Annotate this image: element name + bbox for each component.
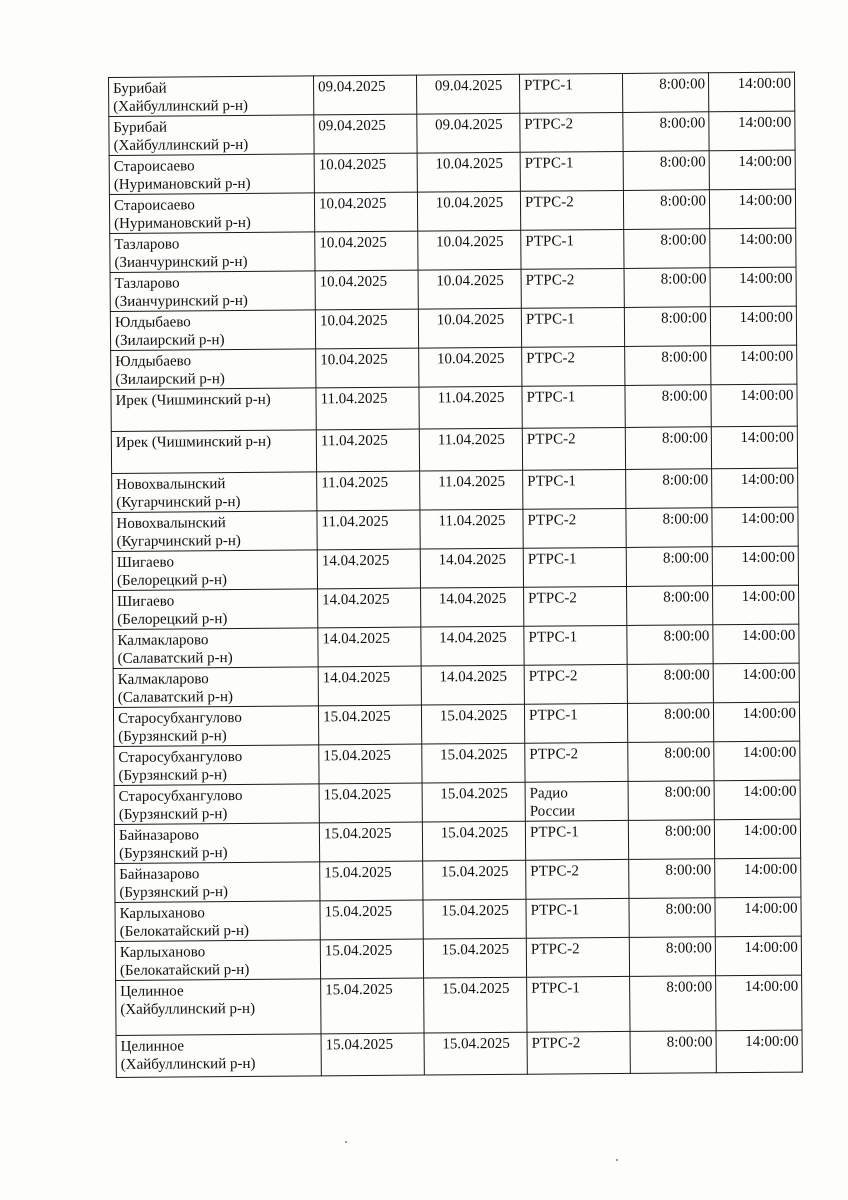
channel-cell bbox=[520, 151, 623, 191]
date-from-cell: 15.04.2025 bbox=[319, 822, 422, 862]
table-row bbox=[112, 468, 798, 512]
time-to-cell: 14:00:00 bbox=[710, 228, 796, 268]
time-to-cell: 14:00:00 bbox=[712, 546, 798, 586]
date-from-cell: 15.04.2025 bbox=[319, 744, 422, 784]
time-from-cell: 8:00:00 bbox=[628, 781, 714, 821]
time-from-cell: 8:00:00 bbox=[629, 898, 715, 938]
settlement-name: Бурибай bbox=[113, 80, 167, 97]
channel-name: РТРС-1 bbox=[525, 311, 575, 328]
location-cell bbox=[115, 901, 320, 942]
date-from-cell: 10.04.2025 bbox=[315, 231, 418, 271]
channel-cell bbox=[526, 859, 629, 899]
time-to-cell: 14:00:00 bbox=[711, 345, 797, 385]
time-to-cell: 14:00:00 bbox=[711, 384, 797, 427]
time-to-cell: 14:00:00 bbox=[712, 468, 798, 508]
settlement-name: Новохвалынский bbox=[116, 515, 226, 532]
district-name: (Белокатайский р-н) bbox=[119, 961, 250, 979]
channel-name: РТРС-1 bbox=[527, 551, 577, 568]
date-from-cell: 11.04.2025 bbox=[316, 387, 419, 430]
channel-cell bbox=[521, 268, 624, 308]
district-name: (Хайбуллинский р-н) bbox=[113, 136, 249, 154]
time-from-cell: 8:00:00 bbox=[623, 151, 709, 191]
location-cell bbox=[113, 667, 318, 708]
date-from-cell: 15.04.2025 bbox=[318, 705, 421, 745]
date-from-cell: 10.04.2025 bbox=[315, 270, 418, 310]
table-row bbox=[114, 741, 800, 785]
time-from-cell: 8:00:00 bbox=[628, 820, 714, 860]
settlement-name: Бурибай bbox=[113, 119, 168, 136]
scan-speck bbox=[345, 1141, 347, 1143]
table-row bbox=[110, 306, 796, 350]
date-to-cell: 14.04.2025 bbox=[421, 626, 524, 666]
date-to-cell: 10.04.2025 bbox=[418, 269, 521, 309]
time-to-cell: 14:00:00 bbox=[716, 975, 802, 1031]
time-from-cell: 8:00:00 bbox=[626, 547, 712, 587]
time-from-cell: 8:00:00 bbox=[625, 427, 711, 470]
location-cell bbox=[115, 862, 320, 903]
date-from-cell: 10.04.2025 bbox=[316, 348, 419, 388]
channel-cell bbox=[524, 625, 627, 665]
time-from-cell: 8:00:00 bbox=[625, 385, 711, 428]
time-to-cell: 14:00:00 bbox=[715, 897, 801, 937]
time-to-cell: 14:00:00 bbox=[711, 426, 797, 469]
date-to-cell: 15.04.2025 bbox=[422, 782, 525, 822]
location-cell bbox=[114, 784, 319, 825]
settlement-name: Старосубхангулово bbox=[118, 748, 243, 766]
date-to-cell: 10.04.2025 bbox=[418, 308, 521, 348]
settlement-name: Староисаево bbox=[113, 197, 195, 214]
date-to-cell: 09.04.2025 bbox=[417, 113, 520, 153]
location-cell bbox=[111, 430, 316, 474]
channel-cell bbox=[526, 937, 629, 977]
table-row bbox=[110, 267, 796, 311]
date-to-cell: 15.04.2025 bbox=[424, 1032, 527, 1075]
location-cell bbox=[112, 511, 317, 552]
time-from-cell: 8:00:00 bbox=[626, 469, 712, 509]
table-row bbox=[113, 663, 799, 707]
time-from-cell: 8:00:00 bbox=[623, 112, 709, 152]
channel-name: РТРС-2 bbox=[528, 590, 577, 607]
date-from-cell: 10.04.2025 bbox=[315, 309, 418, 349]
time-from-cell: 8:00:00 bbox=[626, 508, 712, 548]
location-cell bbox=[116, 979, 321, 1036]
channel-cell bbox=[520, 112, 623, 152]
date-to-cell: 15.04.2025 bbox=[422, 821, 525, 861]
settlement-name: Староисаево bbox=[113, 158, 195, 175]
table-row bbox=[114, 819, 800, 863]
time-to-cell: 14:00:00 bbox=[713, 624, 799, 664]
district-name: (Зилаирский р-н) bbox=[115, 371, 225, 388]
time-from-cell: 8:00:00 bbox=[623, 190, 709, 230]
time-to-cell: 14:00:00 bbox=[713, 585, 799, 625]
time-to-cell: 14:00:00 bbox=[709, 150, 795, 190]
broadcast-schedule-table bbox=[108, 72, 803, 1078]
channel-cell bbox=[526, 898, 629, 938]
time-to-cell: 14:00:00 bbox=[716, 1030, 802, 1073]
settlement-name: Калмакларово bbox=[117, 671, 209, 688]
channel-name: РТРС-1 bbox=[526, 389, 576, 406]
table-row bbox=[109, 72, 795, 116]
channel-cell bbox=[525, 742, 628, 782]
channel-cell bbox=[524, 703, 627, 743]
location-cell bbox=[109, 76, 314, 117]
table-row bbox=[113, 624, 799, 668]
time-to-cell: 14:00:00 bbox=[714, 819, 800, 859]
date-from-cell: 09.04.2025 bbox=[313, 75, 416, 115]
date-to-cell: 14.04.2025 bbox=[420, 548, 523, 588]
channel-cell bbox=[524, 586, 627, 626]
channel-name: РТРС-1 bbox=[528, 629, 578, 646]
location-cell bbox=[112, 550, 317, 591]
channel-name: Радио bbox=[529, 785, 568, 802]
district-name: (Кугарчинский р-н) bbox=[116, 493, 241, 511]
date-to-cell: 14.04.2025 bbox=[421, 587, 524, 627]
channel-name: РТРС-2 bbox=[525, 272, 575, 289]
district-name: (Бурзянский р-н) bbox=[118, 806, 228, 823]
time-to-cell: 14:00:00 bbox=[709, 111, 795, 151]
location-cell bbox=[114, 745, 319, 786]
channel-name: РТРС-2 bbox=[524, 116, 574, 133]
date-to-cell: 15.04.2025 bbox=[423, 938, 526, 978]
channel-cell bbox=[523, 469, 626, 509]
channel-cell bbox=[524, 664, 627, 704]
table-row bbox=[115, 858, 801, 902]
time-to-cell: 14:00:00 bbox=[713, 663, 799, 703]
district-name: (Бурзянский р-н) bbox=[119, 884, 229, 901]
district-name: (Бурзянский р-н) bbox=[118, 767, 228, 784]
time-to-cell: 14:00:00 bbox=[708, 72, 794, 112]
location-cell bbox=[111, 388, 316, 432]
date-from-cell: 11.04.2025 bbox=[316, 429, 419, 472]
district-name: (Салаватский р-н) bbox=[117, 689, 234, 706]
table-row bbox=[109, 189, 795, 233]
date-to-cell: 14.04.2025 bbox=[421, 665, 524, 705]
table-row bbox=[109, 111, 795, 155]
table-row bbox=[113, 585, 799, 629]
location-cell bbox=[110, 310, 315, 351]
date-to-cell: 11.04.2025 bbox=[420, 470, 523, 510]
location-cell bbox=[109, 115, 314, 156]
date-from-cell: 15.04.2025 bbox=[320, 861, 423, 901]
channel-cell bbox=[525, 820, 628, 860]
district-name: (Хайбуллинский р-н) bbox=[120, 1055, 256, 1073]
date-from-cell: 14.04.2025 bbox=[318, 627, 421, 667]
district-name: (Белокатайский р-н) bbox=[119, 922, 250, 940]
time-to-cell: 14:00:00 bbox=[714, 741, 800, 781]
date-to-cell: 15.04.2025 bbox=[423, 899, 526, 939]
channel-name: РТРС-1 bbox=[524, 155, 574, 172]
settlement-name: Тазларово bbox=[114, 275, 180, 292]
time-from-cell: 8:00:00 bbox=[628, 742, 714, 782]
channel-cell bbox=[525, 781, 628, 821]
district-name: (Хайбуллинский р-н) bbox=[120, 1000, 256, 1018]
location-cell bbox=[114, 823, 319, 864]
settlement-name: Ирек (Чишминский р-н) bbox=[115, 433, 272, 451]
channel-name: РТРС-2 bbox=[526, 350, 576, 367]
table-row bbox=[109, 150, 795, 194]
channel-name: РТРС-1 bbox=[527, 473, 576, 490]
district-name: (Салаватский р-н) bbox=[117, 650, 233, 667]
district-name: (Зилаирский р-н) bbox=[115, 332, 225, 349]
date-from-cell: 14.04.2025 bbox=[318, 588, 421, 628]
location-cell bbox=[113, 628, 318, 669]
date-from-cell: 09.04.2025 bbox=[314, 114, 417, 154]
date-to-cell: 15.04.2025 bbox=[423, 860, 526, 900]
time-from-cell: 8:00:00 bbox=[627, 625, 713, 665]
channel-name: РТРС-1 bbox=[524, 77, 573, 94]
date-from-cell: 11.04.2025 bbox=[317, 510, 420, 550]
date-from-cell: 10.04.2025 bbox=[314, 153, 417, 193]
settlement-name: Целинное bbox=[120, 983, 184, 1000]
table-row bbox=[114, 780, 800, 824]
settlement-name: Калмакларово bbox=[117, 632, 209, 649]
table-row bbox=[110, 228, 796, 272]
date-from-cell: 14.04.2025 bbox=[318, 666, 421, 706]
date-from-cell: 15.04.2025 bbox=[320, 939, 423, 979]
district-name: (Бурзянский р-н) bbox=[119, 845, 228, 862]
table-row bbox=[116, 1030, 802, 1077]
time-from-cell: 8:00:00 bbox=[624, 307, 710, 347]
settlement-name: Старосубхангулово bbox=[118, 787, 243, 805]
time-from-cell: 8:00:00 bbox=[629, 859, 715, 899]
channel-name: РТРС-2 bbox=[524, 194, 574, 211]
district-name: (Зианчуринский р-н) bbox=[114, 253, 248, 271]
table-row bbox=[115, 897, 801, 941]
date-to-cell: 10.04.2025 bbox=[419, 347, 522, 387]
settlement-name: Юлдыбаево bbox=[115, 353, 192, 370]
channel-name: РТРС-2 bbox=[530, 941, 580, 958]
time-from-cell: 8:00:00 bbox=[627, 586, 713, 626]
channel-name: РТРС-2 bbox=[526, 431, 576, 448]
channel-cell bbox=[521, 229, 624, 269]
channel-cell bbox=[521, 307, 624, 347]
settlement-name: Байназарово bbox=[119, 866, 200, 883]
time-from-cell: 8:00:00 bbox=[629, 937, 715, 977]
channel-name: РТРС-1 bbox=[531, 980, 580, 997]
date-to-cell: 15.04.2025 bbox=[422, 743, 525, 783]
table-row bbox=[111, 384, 797, 431]
time-from-cell: 8:00:00 bbox=[627, 664, 713, 704]
date-from-cell: 11.04.2025 bbox=[317, 471, 420, 511]
date-to-cell: 09.04.2025 bbox=[416, 74, 519, 114]
time-from-cell: 8:00:00 bbox=[624, 268, 710, 308]
date-to-cell: 10.04.2025 bbox=[418, 230, 521, 270]
channel-name: РТРС-2 bbox=[528, 668, 578, 685]
table-row bbox=[112, 507, 798, 551]
settlement-name: Шигаево bbox=[117, 593, 175, 610]
settlement-name: Ирек (Чишминский р-н) bbox=[115, 391, 271, 409]
time-to-cell: 14:00:00 bbox=[710, 267, 796, 307]
channel-name-line2: России bbox=[529, 803, 576, 820]
table-row bbox=[116, 975, 802, 1035]
time-to-cell: 14:00:00 bbox=[709, 189, 795, 229]
settlement-name: Байназарово bbox=[118, 827, 200, 844]
channel-cell bbox=[519, 73, 622, 113]
location-cell bbox=[109, 193, 314, 234]
date-to-cell: 10.04.2025 bbox=[417, 152, 520, 192]
channel-name: РТРС-1 bbox=[530, 902, 580, 919]
date-from-cell: 15.04.2025 bbox=[321, 1033, 424, 1076]
settlement-name: Карлыханово bbox=[119, 944, 206, 961]
location-cell bbox=[116, 1034, 321, 1078]
channel-name: РТРС-1 bbox=[529, 824, 579, 841]
time-to-cell: 14:00:00 bbox=[715, 858, 801, 898]
settlement-name: Карлыханово bbox=[119, 905, 205, 922]
time-from-cell: 8:00:00 bbox=[624, 229, 710, 269]
channel-cell bbox=[523, 547, 626, 587]
time-to-cell: 14:00:00 bbox=[715, 936, 801, 976]
channel-cell bbox=[522, 346, 625, 386]
settlement-name: Старосубхангулово bbox=[117, 709, 242, 727]
channel-cell bbox=[522, 385, 625, 428]
district-name: (Белорецкий р-н) bbox=[117, 611, 228, 628]
location-cell bbox=[113, 706, 318, 747]
date-to-cell: 11.04.2025 bbox=[420, 509, 523, 549]
district-name: (Зианчуринский р-н) bbox=[114, 292, 248, 310]
settlement-name: Новохвалынский bbox=[116, 476, 226, 493]
date-to-cell: 11.04.2025 bbox=[419, 386, 522, 429]
time-from-cell: 8:00:00 bbox=[622, 73, 708, 113]
district-name: (Белорецкий р-н) bbox=[116, 572, 228, 589]
channel-name: РТРС-2 bbox=[529, 746, 579, 763]
date-from-cell: 10.04.2025 bbox=[314, 192, 417, 232]
table-row bbox=[111, 426, 797, 473]
date-to-cell: 10.04.2025 bbox=[417, 191, 520, 231]
location-cell bbox=[110, 232, 315, 273]
date-to-cell: 11.04.2025 bbox=[419, 428, 522, 471]
settlement-name: Юлдыбаево bbox=[114, 314, 191, 331]
location-cell bbox=[110, 271, 315, 312]
district-name: (Хайбуллинский р-н) bbox=[113, 97, 249, 115]
district-name: (Кугарчинский р-н) bbox=[116, 532, 241, 550]
table-row bbox=[112, 546, 798, 590]
district-name: (Нуримановский р-н) bbox=[113, 175, 251, 193]
table-row bbox=[113, 702, 799, 746]
channel-name: РТРС-2 bbox=[531, 1035, 581, 1052]
location-cell bbox=[113, 589, 318, 630]
channel-name: РТРС-1 bbox=[525, 233, 575, 250]
settlement-name: Целинное bbox=[120, 1038, 185, 1055]
time-from-cell: 8:00:00 bbox=[625, 346, 711, 386]
table-row bbox=[115, 936, 801, 980]
time-from-cell: 8:00:00 bbox=[630, 1031, 716, 1074]
channel-cell bbox=[523, 508, 626, 548]
date-from-cell: 15.04.2025 bbox=[321, 978, 424, 1034]
date-from-cell: 15.04.2025 bbox=[320, 900, 423, 940]
channel-name: РТРС-1 bbox=[528, 707, 578, 724]
district-name: (Бурзянский р-н) bbox=[118, 728, 227, 745]
date-to-cell: 15.04.2025 bbox=[424, 977, 527, 1033]
channel-cell bbox=[522, 427, 625, 470]
district-name: (Нуримановский р-н) bbox=[114, 214, 251, 232]
channel-cell bbox=[520, 190, 623, 230]
location-cell bbox=[115, 940, 320, 981]
location-cell bbox=[111, 349, 316, 390]
time-from-cell: 8:00:00 bbox=[630, 976, 716, 1032]
channel-name: РТРС-2 bbox=[527, 512, 577, 529]
channel-cell bbox=[527, 976, 630, 1032]
schedule-table-body bbox=[109, 72, 803, 1077]
settlement-name: Шигаево bbox=[116, 554, 174, 571]
settlement-name: Тазларово bbox=[114, 236, 180, 253]
channel-cell bbox=[527, 1031, 630, 1074]
time-to-cell: 14:00:00 bbox=[714, 780, 800, 820]
time-to-cell: 14:00:00 bbox=[713, 702, 799, 742]
channel-name: РТРС-2 bbox=[530, 863, 580, 880]
date-to-cell: 15.04.2025 bbox=[421, 704, 524, 744]
scan-speck bbox=[616, 1159, 618, 1161]
time-to-cell: 14:00:00 bbox=[710, 306, 796, 346]
date-from-cell: 15.04.2025 bbox=[319, 783, 422, 823]
date-from-cell: 14.04.2025 bbox=[317, 549, 420, 589]
time-from-cell: 8:00:00 bbox=[627, 703, 713, 743]
location-cell bbox=[109, 154, 314, 195]
time-to-cell: 14:00:00 bbox=[712, 507, 798, 547]
location-cell bbox=[112, 472, 317, 513]
table-row bbox=[111, 345, 797, 389]
